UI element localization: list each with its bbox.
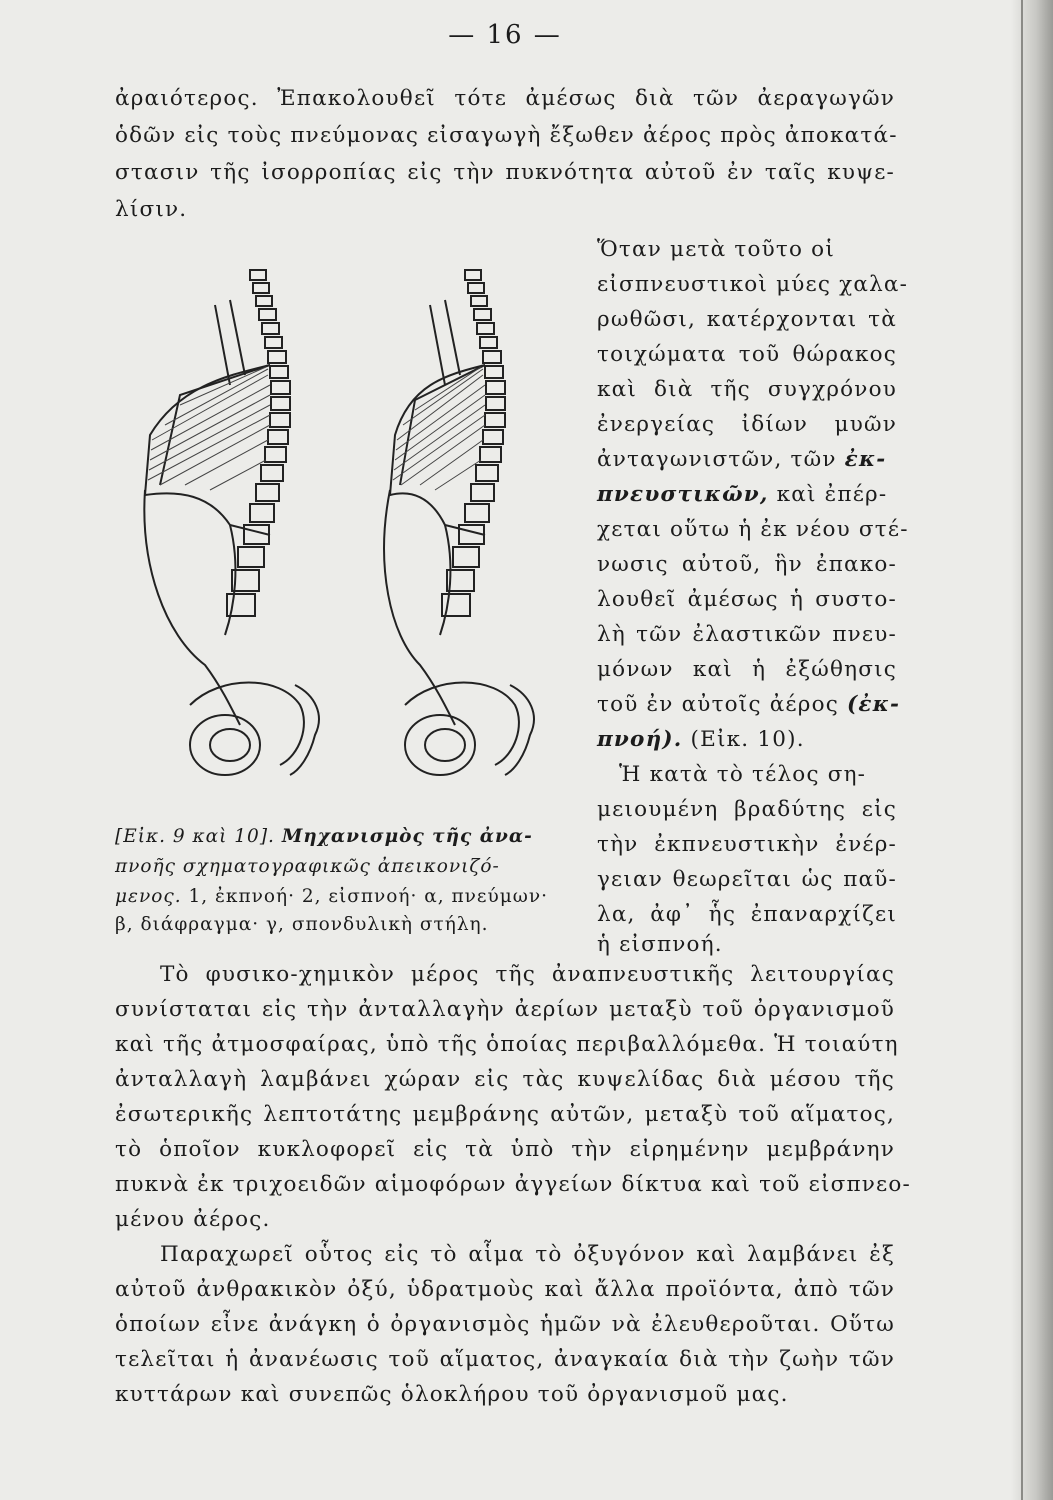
side-text-line: νωσις αὐτοῦ, ἣν ἐπακο- — [597, 552, 897, 577]
page-number: — 16 — — [448, 20, 562, 50]
text-line: ὁποίων εἶνε ἀνάγκη ὁ ὀργανισμὸς ἡμῶν νὰ ἐλευθεροῦται. Οὕτω — [115, 1312, 895, 1337]
side-text-line: ἀνταγωνιστῶν, τῶν ἐκ- — [597, 447, 887, 472]
side-text-line: μειουμένη βραδύτης εἰς — [597, 797, 897, 822]
text-line: ἐσωτερικῆς λεπτοτάτης μεμβράνης αὐτῶν, μεταξὺ τοῦ αἵματος, — [115, 1102, 895, 1127]
text-line: ἀνταλλαγὴ λαμβάνει χώραν εἰς τὰς κυψελίδας διὰ μέσου τῆς — [115, 1067, 895, 1092]
side-text-line: τοιχώματα τοῦ θώρακος — [597, 342, 897, 367]
side-text-line: τὴν ἐκπνευστικὴν ἐνέρ- — [597, 832, 897, 857]
figure-inhalation — [384, 270, 534, 775]
lung-hatching-right — [393, 367, 485, 490]
text-line: στασιν τῆς ἰσορροπίας εἰς τὴν πυκνότητα αὐτοῦ ἐν ταῖς κυψε- — [115, 160, 895, 185]
side-text-line: ρωθῶσι, κατέρχονται τὰ — [597, 307, 897, 332]
figure-caption-line: πνοῆς σχηματογραφικῶς ἀπεικονιζό- — [115, 856, 500, 877]
text-line: λίσιν. — [115, 197, 188, 222]
text-line: Παραχωρεῖ οὗτος εἰς τὸ αἷμα τὸ ὀξυγόνον καὶ λαμβάνει ἐξ — [160, 1242, 895, 1267]
binding-shadow — [1011, 0, 1053, 1500]
text-line: κυττάρων καὶ συνεπῶς ὁλοκλήρου τοῦ ὀργανισμοῦ μας. — [115, 1382, 789, 1407]
side-text-line: καὶ διὰ τῆς συγχρόνου — [597, 377, 897, 402]
side-text-line: εἰσπνευστικοὶ μύες χαλα- — [597, 272, 909, 297]
side-text-line: γειαν θεωρεῖται ὡς παῦ- — [597, 867, 897, 892]
figure-caption-line: β, διάφραγμα· γ, σπονδυλικὴ στήλη. — [115, 914, 489, 935]
side-text-line: λα, ἀφ᾽ ἧς ἐπαναρχίζει — [597, 902, 897, 927]
text-line: ἀραιότερος. Ἐπακολουθεῖ τότε ἀμέσως διὰ τῶν ἀεραγωγῶν — [115, 86, 895, 111]
side-text-line: μόνων καὶ ἡ ἐξώθησις — [597, 657, 897, 682]
side-text-line: ἐνεργείας ἰδίων μυῶν — [597, 412, 897, 437]
side-text-line: λουθεῖ ἀμέσως ἡ συστο- — [597, 587, 897, 612]
text-line: μένου ἀέρος. — [115, 1207, 271, 1232]
text-line: τὸ ὁποῖον κυκλοφορεῖ εἰς τὰ ὑπὸ τὴν εἰρημένην μεμβράνην — [115, 1137, 895, 1162]
figure-caption-line: [Εἰκ. 9 καὶ 10]. Μηχανισμὸς τῆς ἀνα- — [115, 826, 533, 847]
page-edge — [1021, 0, 1023, 1500]
side-text-line: τοῦ ἐν αὐτοῖς ἀέρος (ἐκ- — [597, 692, 901, 717]
spine-right — [442, 270, 505, 616]
side-text-line: πνευστικῶν, καὶ ἐπέρ- — [597, 482, 888, 507]
side-text-line: πνοή). (Εἰκ. 10). — [597, 727, 805, 752]
text-line: αὐτοῦ ἀνθρακικὸν ὀξύ, ὑδρατμοὺς καὶ ἄλλα προϊόντα, ἀπὸ τῶν — [115, 1277, 895, 1302]
text-line: συνίσταται εἰς τὴν ἀνταλλαγὴν ἀερίων μεταξὺ τοῦ ὀργανισμοῦ — [115, 997, 895, 1022]
figure-exhalation — [144, 270, 319, 775]
text-line: Τὸ φυσικο-χημικὸν μέρος τῆς ἀναπνευστικῆς λειτουργίας — [160, 962, 895, 987]
text-line: πυκνὰ ἐκ τριχοειδῶν αἱμοφόρων ἀγγείων δίκτυα καὶ τοῦ εἰσπνεο- — [115, 1172, 912, 1197]
side-text-line: Ὅταν μετὰ τοῦτο οἱ — [597, 237, 835, 262]
side-text-line: λὴ τῶν ἐλαστικῶν πνευ- — [597, 622, 897, 647]
figure-caption-line: μενος. 1, ἐκπνοή· 2, εἰσπνοή· α, πνεύμων· — [115, 886, 548, 907]
side-text-line: χεται οὕτω ἡ ἐκ νέου στέ- — [597, 517, 909, 542]
text-line: ὁδῶν εἰς τοὺς πνεύμονας εἰσαγωγὴ ἔξωθεν ἀέρος πρὸς ἀποκατά- — [115, 123, 898, 148]
side-text-line: Ἡ κατὰ τὸ τέλος ση- — [619, 762, 867, 787]
text-line: καὶ τῆς ἀτμοσφαίρας, ὑπὸ τῆς ὁποίας περιβαλλόμεθα. Ἡ τοιαύτη — [115, 1032, 899, 1057]
respiration-figure — [120, 235, 560, 825]
side-text-line: ἡ εἰσπνοή. — [597, 932, 723, 957]
text-line: τελεῖται ἡ ἀνανέωσις τοῦ αἵματος, ἀναγκαία διὰ τὴν ζωὴν τῶν — [115, 1347, 895, 1372]
